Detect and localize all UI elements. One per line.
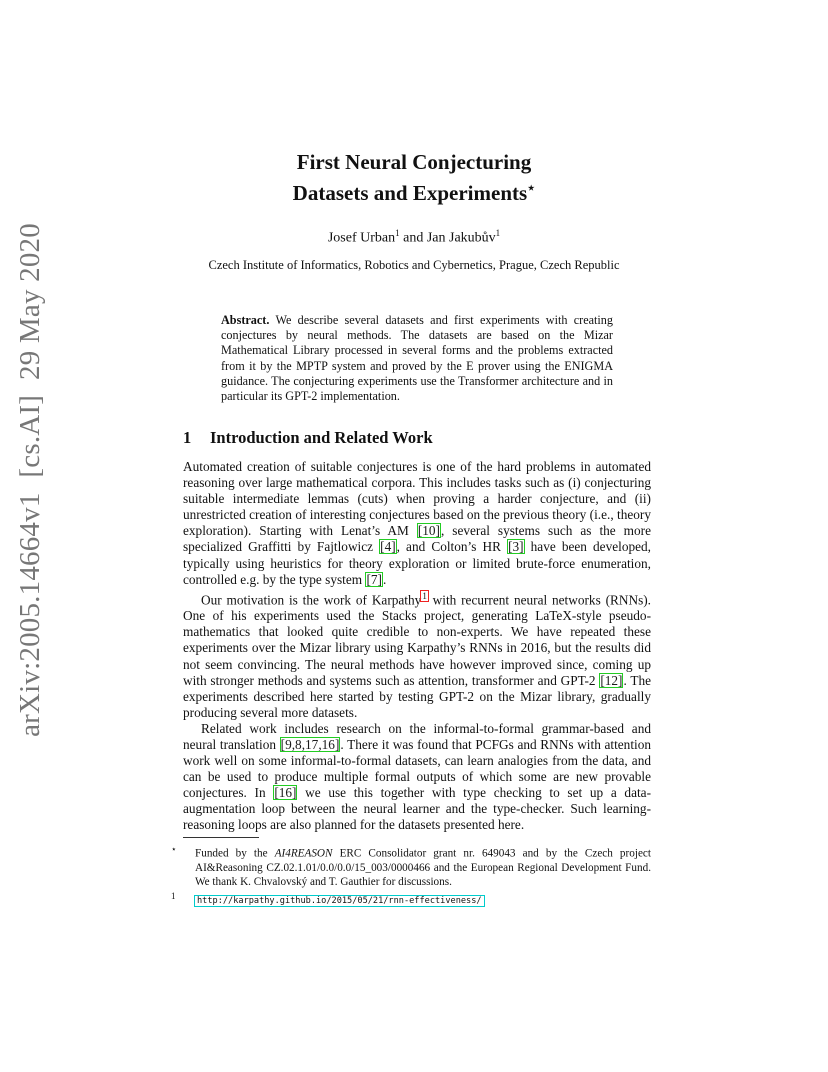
author-conjunction: and: [399, 230, 427, 246]
text-run: have been developed, typically using heuristics for theory exploration or limited brute-force enumeration, controlled e.g. by the type system: [183, 539, 651, 587]
citation-link[interactable]: [12]: [600, 672, 623, 688]
section-number: 1: [183, 428, 192, 447]
citation-link[interactable]: [16]: [274, 785, 297, 801]
arxiv-id[interactable]: arXiv:2005.14664v1: [14, 492, 46, 737]
abstract-label: Abstract.: [221, 313, 270, 327]
text-run: Automated creation of suitable conjectures is one of the hard problems in automated reasoning over large mathematical corpora. This includes tasks such as (i) conjecturing suitable intermediate lemmas (cuts) when proving a harder conjecture, and (ii) unrestricted creation of interesting conjectures based on the previous theory (i.e., theory exploration). Starting with Lenat’s AM: [183, 459, 651, 539]
author-2: Jan Jakubův: [426, 230, 496, 246]
abstract: [221, 313, 613, 404]
text-run: Funded by the: [195, 847, 275, 860]
text-run: .: [382, 571, 387, 587]
title-line-1: First Neural Conjecturing: [296, 150, 532, 174]
author-1-affil: 1: [395, 228, 400, 238]
footnotes: [171, 842, 651, 908]
paragraph-1: [183, 459, 651, 588]
paragraph-3: [183, 721, 651, 834]
citation-link[interactable]: [4]: [380, 539, 396, 555]
arxiv-date: 29 May 2020: [14, 223, 46, 380]
footnote-1: [171, 889, 651, 909]
citation-link[interactable]: [7]: [366, 571, 382, 587]
author-2-affil: 1: [495, 228, 501, 238]
text-run: Our motivation is the work of Karpathy: [201, 592, 422, 608]
text-run: with recurrent neural networks (RNNs). One of his experiments used the Stacks project, generating LaTeX-style pseudo-mathematics that looked quite credible to non-experts. We have repeated these experiments over the Mizar library using Karpathy’s RNNs in 2016, but the results did not seem convincing. The neural methods have however improved since, coming up with stronger methods and systems such as attention, transformer and GPT-2: [183, 592, 652, 688]
body-text: [183, 459, 651, 834]
text-run: , several systems such as the more specialized Graffitti by Fajtlowicz: [183, 523, 652, 555]
section-heading: [183, 428, 433, 448]
text-run: we use this together with type checking to set up a data-augmentation loop between the neural learner and the type-checker. Such learning-reasoning loops are also planned for the datasets presented here.: [183, 785, 652, 833]
project-name: AI4REASON: [274, 847, 333, 860]
citation-link[interactable]: [9,8,17,16]: [280, 737, 340, 753]
citation-link[interactable]: [10]: [417, 523, 440, 539]
footnote-funding: [171, 842, 651, 889]
footnote-url-link[interactable]: http://karpathy.github.io/2015/05/21/rnn-effectiveness/: [197, 896, 482, 907]
title-line-2: Datasets and Experiments: [292, 181, 528, 205]
paragraph-2: [183, 588, 651, 721]
section-title: Introduction and Related Work: [210, 428, 433, 447]
text-run: . The experiments described here started by testing GPT-2 on the Mizar library, gradually producing several more datasets.: [183, 672, 651, 720]
paper-title: [0, 150, 828, 206]
citation-link[interactable]: [3]: [508, 539, 524, 555]
footnote-star-mark: ⋆: [171, 844, 177, 854]
arxiv-category: [cs.AI]: [14, 394, 46, 478]
text-run: , and Colton’s HR: [396, 539, 508, 555]
footnote-divider: [183, 837, 259, 838]
abstract-text: We describe several datasets and first experiments with creating conjectures by neural methods. The datasets are based on the Mizar Mathematical Library processed in several forms and the problems extracted from it by the MPTP system and proved by the E prover using the ENIGMA guidance. The conjecturing experiments use the Transformer architecture and in particular its GPT-2 implementation.: [221, 313, 613, 404]
author-1: Josef Urban: [327, 230, 396, 246]
footnote-1-mark: 1: [171, 890, 176, 901]
author-list: [0, 228, 828, 247]
text-run: Related work includes research on the informal-to-formal grammar-based and neural translation: [183, 720, 651, 753]
title-footnote-star[interactable]: ⋆: [527, 180, 536, 195]
text-run: . There it was found that PCFGs and RNNs with attention work well on some informal-to-formal datasets, can learn analogies from the data, and can be used to produce multiple formal outputs of which some are new provable conjectures. In: [183, 737, 652, 801]
text-run: ERC Consolidator grant nr. 649043 and by the Czech project AI&Reasoning CZ.02.1.01/0.0/0.0/15_003/0000466 and the European Regional Development Fund. We thank K. Chvalovský and T. Gauthier for discussions.: [195, 847, 651, 888]
affiliation: Czech Institute of Informatics, Robotics and Cybernetics, Prague, Czech Republic: [208, 258, 620, 272]
footnote-ref-link[interactable]: 1: [422, 590, 427, 601]
